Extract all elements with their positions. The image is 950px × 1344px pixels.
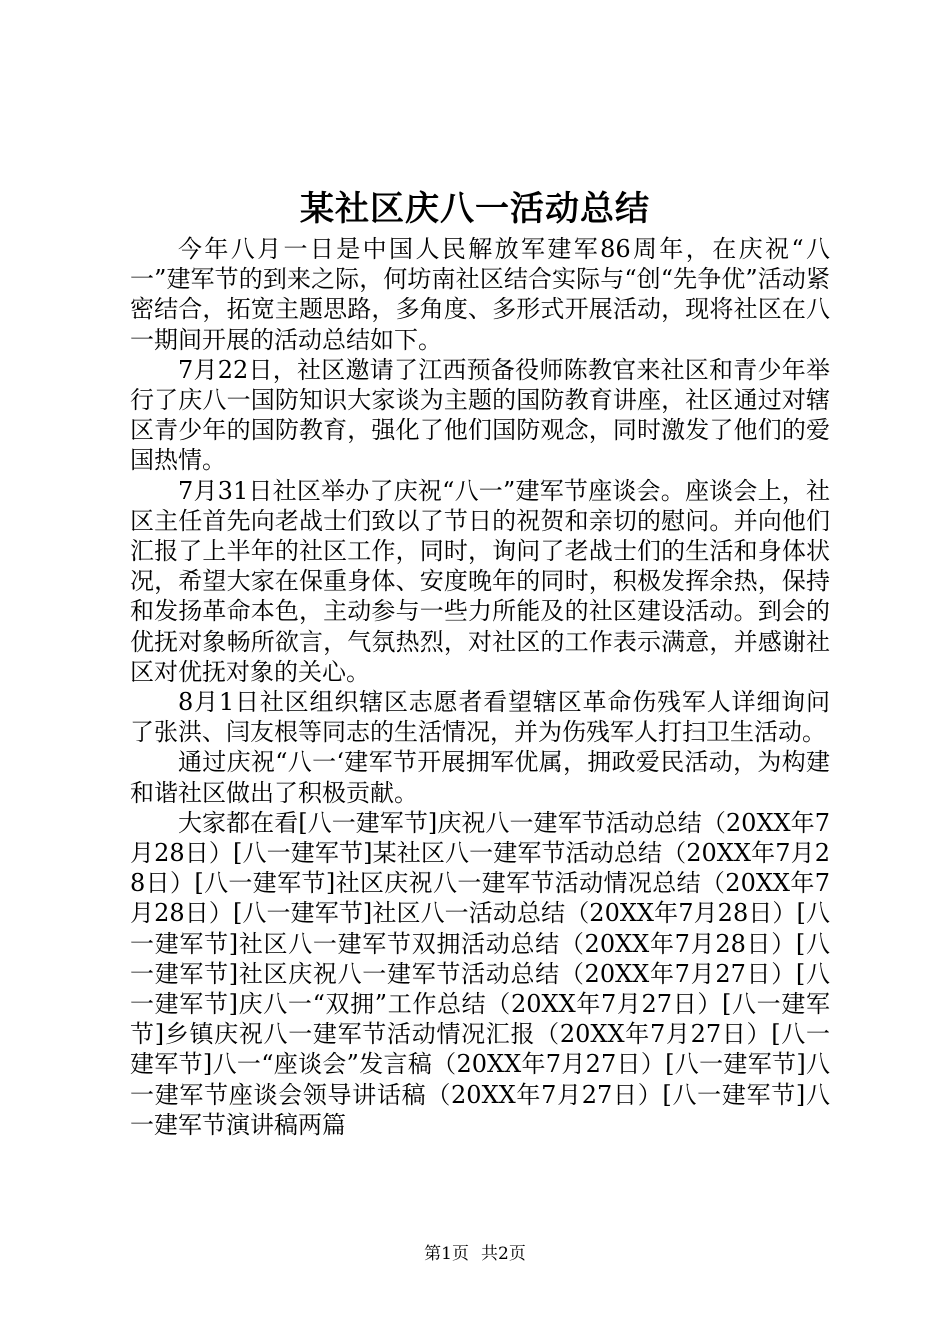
paragraph-july-31: 7月31日社区举办了庆祝“八一”建军节座谈会。座谈会上，社区主任首先向老战士们致以了节日的祝贺和亲切的慰问。并向他们汇报了上半年的社区工作，同时，询问了老战士们的生活和身体状况，希望大家在保重身体、安度晚年的同时，积极发挥余热，保持和发扬革命本色，主动参与一些力所能及的社区建设活动。到会的优抚对象畅所欲言，气氛热烈，对社区的工作表示满意，并感谢社区对优抚对象的关心。 [130,476,830,686]
page-number: 第1页 [424,1244,469,1264]
page-total: 共2页 [481,1244,526,1264]
paragraph-intro: 今年八月一日是中国人民解放军建军86周年，在庆祝“八一”建军节的到来之际，何坊南社区结合实际与“创“先争优”活动紧密结合，拓宽主题思路，多角度、多形式开展活动，现将社区在八一期间开展的活动总结如下。 [130,235,830,354]
document-title: 某社区庆八一活动总结 [300,189,650,229]
paragraph-conclusion: 通过庆祝“八一‘建军节开展拥军优属，拥政爱民活动，为构建和谐社区做出了积极贡献。 [130,748,830,807]
paragraph-july-22: 7月22日，社区邀请了江西预备役师陈教官来社区和青少年举行了庆八一国防知识大家谈为主题的国防教育讲座，社区通过对辖区青少年的国防教育，强化了他们国防观念，同时激发了他们的爱国热情。 [130,355,830,475]
paragraph-august-1: 8月1日社区组织辖区志愿者看望辖区革命伤残军人详细询问了张洪、闫友根等同志的生活情况，并为伤残军人打扫卫生活动。 [130,688,830,747]
page-footer [0,1242,950,1266]
document-body [130,234,830,1140]
paragraph-related-articles: 大家都在看[八一建军节]庆祝八一建军节活动总结（20XX年7月28日）[八一建军节]某社区八一建军节活动总结（20XX年7月28日）[八一建军节]社区庆祝八一建军节活动情况总结（20XX年7月28日）[八一建军节]社区八一活动总结（20XX年7月28日）[八一建军节]社区八一建军节双拥活动总结（20XX年7月28日）[八一建军节]社区庆祝八一建军节活动总结（20XX年7月27日）[八一建军节]庆八一“双拥”工作总结（20XX年7月27日）[八一建军节]乡镇庆祝八一建军节活动情况汇报（20XX年7月27日）[八一建军节]八一“座谈会”发言稿（20XX年7月27日）[八一建军节]八一建军节座谈会领导讲话稿（20XX年7月27日）[八一建军节]八一建军节演讲稿两篇 [130,808,830,1139]
